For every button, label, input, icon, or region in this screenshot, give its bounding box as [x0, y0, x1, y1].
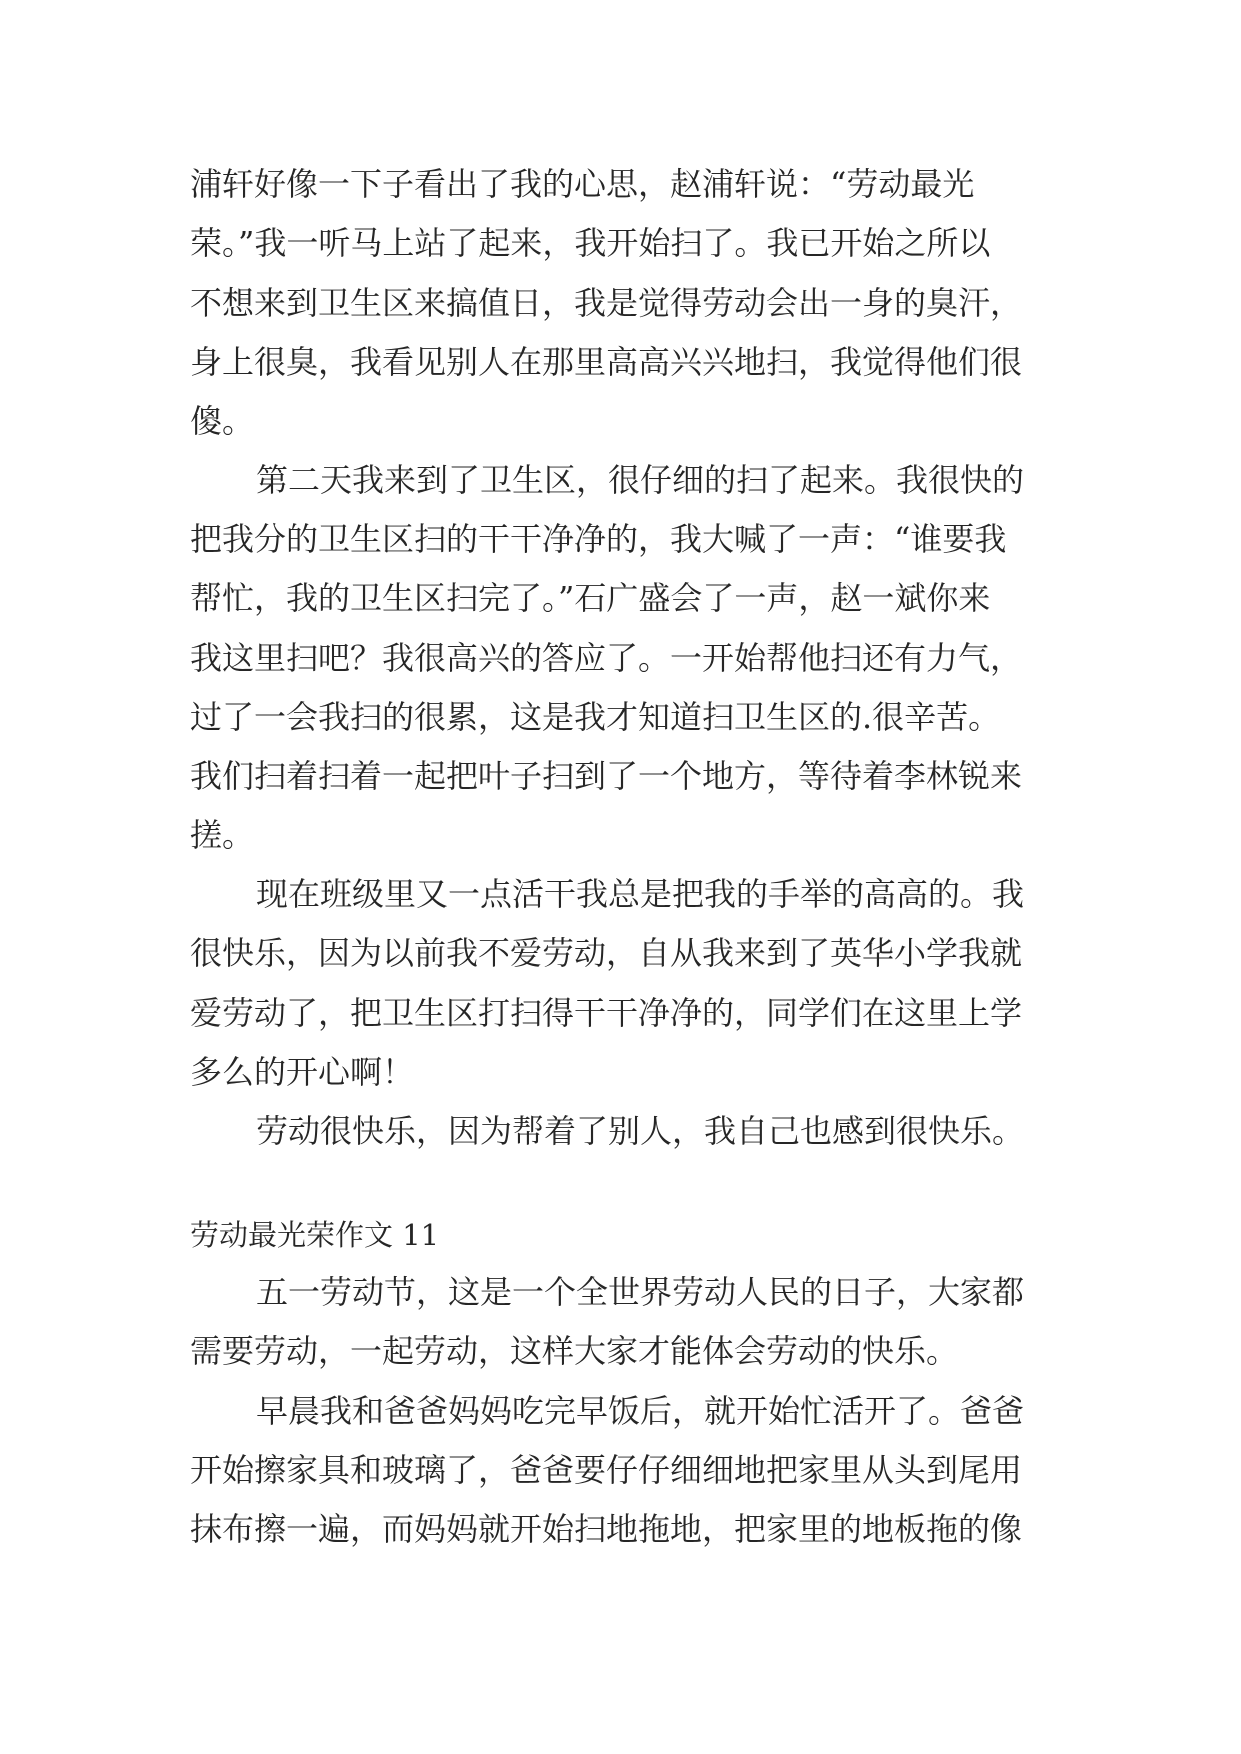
text-line: 把我分的卫生区扫的干干净净的，我大喊了一声：“谁要我 — [190, 520, 1007, 558]
text-line: 抹布擦一遍，而妈妈就开始扫地拖地，把家里的地板拖的像 — [190, 1510, 1023, 1548]
text-line: 我们扫着扫着一起把叶子扫到了一个地方，等待着李林锐来 — [190, 757, 1023, 795]
text-line: 搓。 — [190, 816, 255, 854]
text-line: 需要劳动，一起劳动，这样大家才能体会劳动的快乐。 — [190, 1332, 959, 1370]
paragraph-first-line: 五一劳动节，这是一个全世界劳动人民的日子，大家都 — [256, 1273, 1025, 1311]
text-line: 浦轩好像一下子看出了我的心思，赵浦轩说：“劳动最光 — [190, 165, 975, 203]
paragraph-first-line: 现在班级里又一点活干我总是把我的手举的高高的。我 — [256, 875, 1025, 913]
text-line: 傻。 — [190, 402, 255, 440]
text-line: 我这里扫吧？我很高兴的答应了。一开始帮他扫还有力气， — [190, 639, 1023, 677]
text-line: 帮忙，我的卫生区扫完了。”石广盛会了一声，赵一斌你来 — [190, 579, 991, 617]
paragraph-first-line: 劳动很快乐，因为帮着了别人，我自己也感到很快乐。 — [256, 1112, 1025, 1150]
section-heading: 劳动最光荣作文 11 — [190, 1218, 440, 1252]
paragraph-first-line: 早晨我和爸爸妈妈吃完早饭后，就开始忙活开了。爸爸 — [256, 1392, 1025, 1430]
paragraph-first-line: 第二天我来到了卫生区，很仔细的扫了起来。我很快的 — [256, 461, 1025, 499]
text-line: 多么的开心啊！ — [190, 1053, 415, 1091]
text-line: 身上很臭，我看见别人在那里高高兴兴地扫，我觉得他们很 — [190, 343, 1023, 381]
text-line: 荣。”我一听马上站了起来，我开始扫了。我已开始之所以 — [190, 224, 991, 262]
text-line: 不想来到卫生区来搞值日，我是觉得劳动会出一身的臭汗， — [190, 284, 1023, 322]
text-line: 过了一会我扫的很累，这是我才知道扫卫生区的.很辛苦。 — [190, 698, 1001, 736]
text-line: 爱劳动了，把卫生区打扫得干干净净的，同学们在这里上学 — [190, 994, 1023, 1032]
text-line: 很快乐，因为以前我不爱劳动，自从我来到了英华小学我就 — [190, 934, 1023, 972]
text-line: 开始擦家具和玻璃了，爸爸要仔仔细细地把家里从头到尾用 — [190, 1451, 1023, 1489]
